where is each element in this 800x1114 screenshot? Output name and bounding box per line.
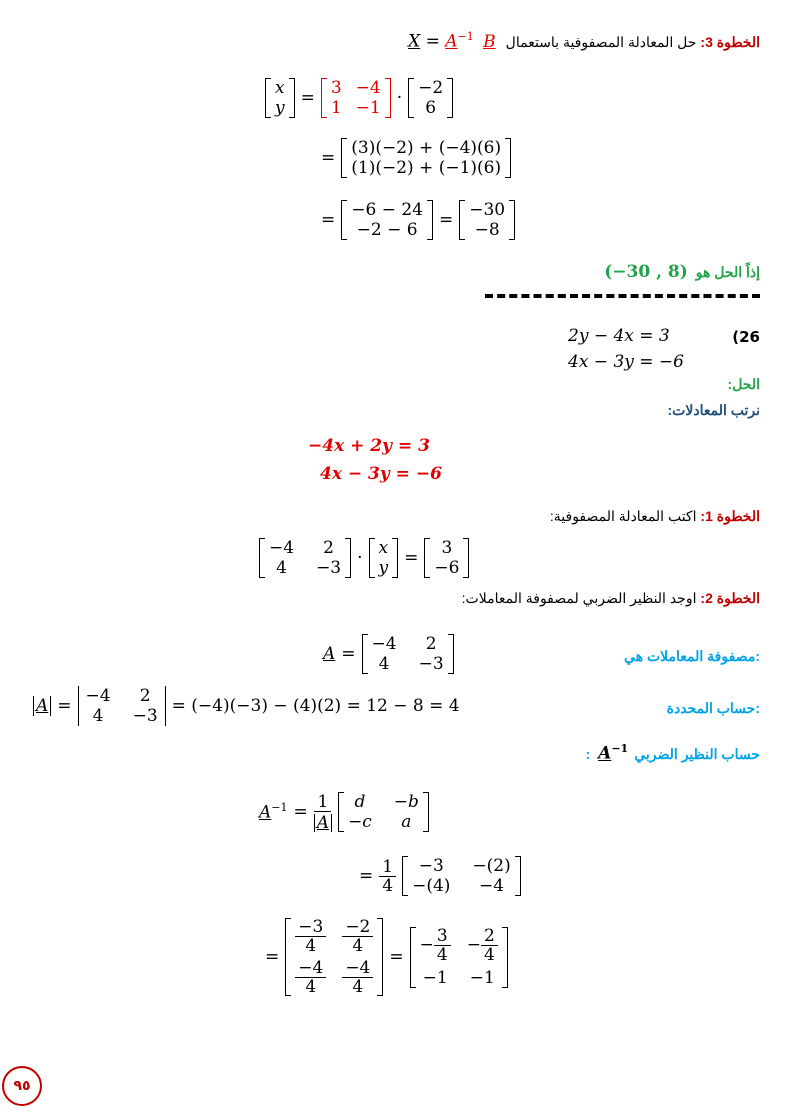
step1-label: الخطوة 1:: [700, 508, 760, 524]
problem-eq2: 4x − 3y = −6: [568, 352, 684, 372]
arranged-eq2: 4x − 3y = −6: [320, 464, 442, 484]
inverse-matrix: 3 −4 1 −1: [321, 78, 391, 118]
det-label: حساب المحددة:: [666, 700, 760, 716]
step1-header: [550, 508, 760, 525]
step3-label: الخطوة 3:: [700, 33, 760, 50]
arranged-equations: [308, 432, 442, 488]
arranged-eq1: −4x + 2y = 3: [308, 436, 430, 456]
calc-line-3: = −6 − 24 −2 − 6 = −30 −8: [318, 200, 518, 240]
solution-line: [604, 262, 760, 282]
section-divider: [485, 294, 760, 298]
calc-line-2: = (3)(−2) + (−4)(6) (1)(−2) + (−1)(6): [318, 138, 514, 178]
inverse-result: = $\frac{-3}{4}$ $\frac{-2}{4}$ $\frac{-4}{4}$ $\frac{-4}{4}$ = − $\frac{3}{4}$ − $\frac{2}{4}$ −1 −1: [262, 918, 511, 996]
xy-vector: x y: [265, 78, 295, 118]
coeff-label: مصفوفة المعاملات هي:: [624, 648, 760, 664]
solution-label: إذاً الحل هو: [695, 264, 760, 280]
solution-heading: الحل:: [727, 376, 760, 392]
matrix-equation: −4 2 4 −3 · x y = 3 −6: [256, 538, 472, 578]
solution-value: (−30 , 8): [604, 262, 688, 282]
b-vector: −2 6: [408, 78, 453, 118]
step2-header: [462, 590, 760, 607]
step3-text: حل المعادلة المصفوفية باستعمال: [505, 33, 697, 50]
inverse-label: حساب النظير الضربي $A^{-1}$ :: [585, 742, 760, 764]
arrange-label: نرتب المعادلات:: [667, 402, 760, 418]
calc-line-1: x y = 3 −4 1 −1 · −2 6: [262, 78, 456, 118]
problem-number: (26: [732, 328, 760, 346]
step2-text: اوجد النظير الضربي لمصفوفة المعاملات:: [461, 590, 697, 606]
inverse-step-2: = $\frac{1}{4}$ −3 −(2) −(4) −4: [356, 856, 524, 896]
step1-text: اكتب المعادلة المصفوفية:: [549, 508, 697, 524]
inverse-formula: $A^{-1}$ = $\frac{1}{A}$ d −b −c a: [256, 792, 432, 832]
problem-26: [540, 326, 760, 374]
step3-header: [408, 30, 760, 52]
step2-label: الخطوة 2:: [700, 590, 760, 606]
problem-eq1: 2y − 4x = 3: [568, 326, 670, 346]
page-number-badge: [2, 1066, 42, 1106]
coeff-line: مصفوفة المعاملات هي: A = −4 2 4 −3: [323, 634, 760, 674]
page-number: ٩٥: [13, 1078, 31, 1094]
determinant-line: حساب المحددة: A = −4 2 4 −3 = (−4)(−3) − (4)(2) = 12 − 8 = 4: [30, 686, 760, 734]
step3-formula: $X = A^{-1}$ B: [408, 30, 496, 52]
